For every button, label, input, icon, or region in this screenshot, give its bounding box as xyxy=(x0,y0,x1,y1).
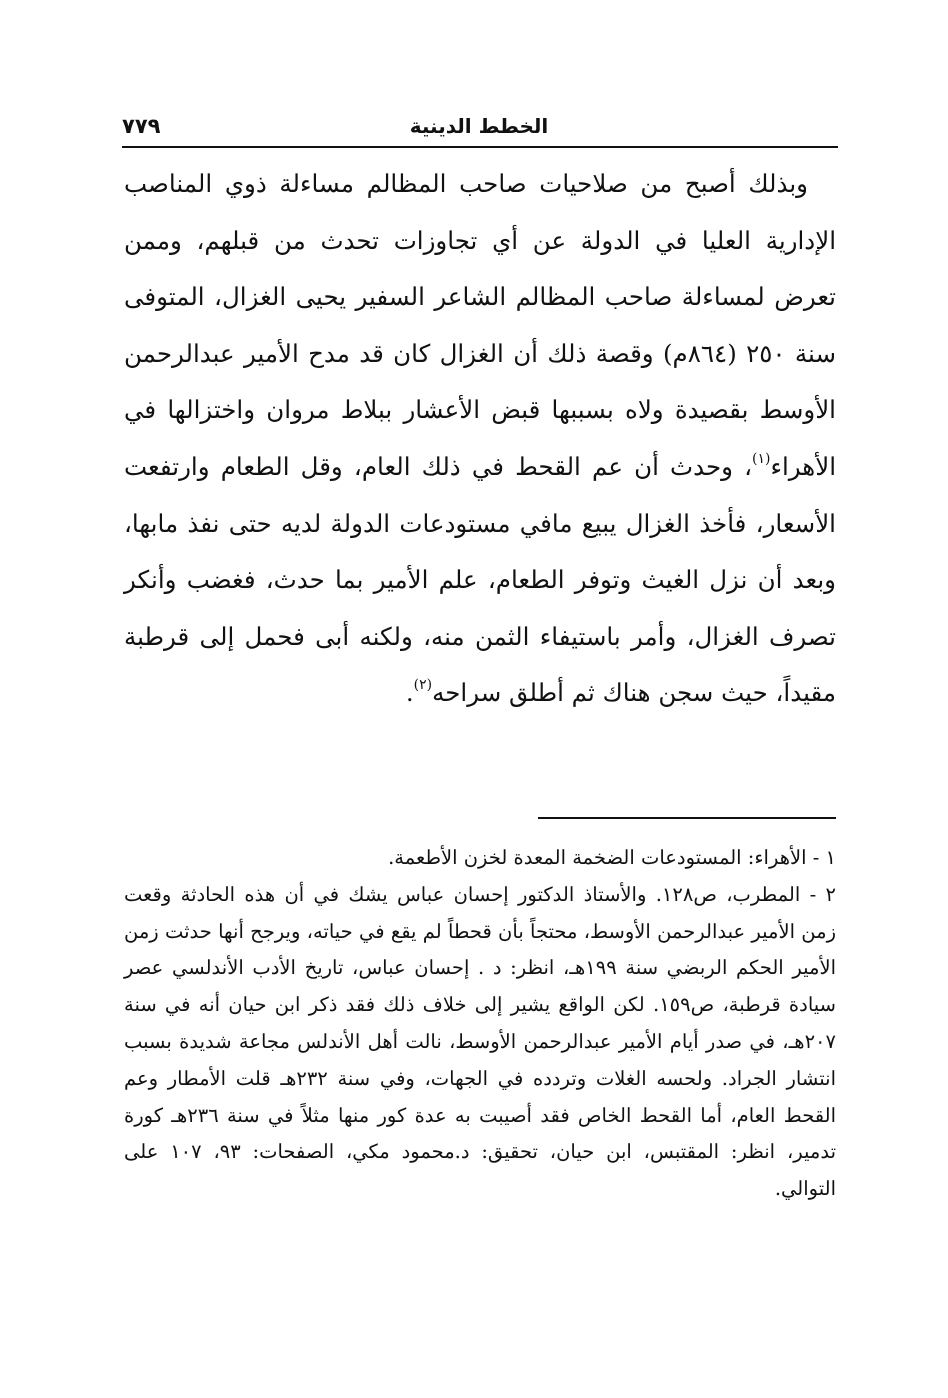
paragraph-text-part-2: ، وحدث أن عم القحط في ذلك العام، وقل الطعام وارتفعت الأسعار، فأخذ الغزال يبيع مافي مستودعات الدولة لديه حتى نفذ مابها، وبعد أن نزل الغيث وتوفر الطعام، علم الأمير بما حدث، فغضب وأنكر تصرف الغزال، وأمر باستيفاء الثمن منه، ولكنه أبى فحمل إلى قرطبة مقيداً، حيث سجن هناك ثم أطلق سراحه xyxy=(124,451,836,708)
footnote-1: ١ - الأهراء: المستودعات الضخمة المعدة لخزن الأطعمة. xyxy=(388,846,836,869)
footnote-marker-2: (٢) xyxy=(413,677,433,694)
footnote-2: ٢ - المطرب، ص١٢٨. والأستاذ الدكتور إحسان عباس يشك في أن هذه الحادثة وقعت زمن الأمير عبدالرحمن الأوسط، محتجاً بأن قحطاً لم يقع في حياته، ويرجح أنها حدثت زمن الأمير الحكم الربضي سنة ١٩٩هـ، انظر: د . إحسان عباس، تاريخ الأدب الأندلسي عصر سيادة قرطبة، ص١٥٩. لكن الواقع يشير إلى خلاف ذلك فقد ذكر ابن حيان أنه في سنة ٢٠٧هـ، في صدر أيام الأمير عبدالرحمن الأوسط، نالت أهل الأندلس مجاعة شديدة بسبب انتشار الجراد. ولحسه الغلات وتردده في الجهات، وفي سنة ٢٣٢هـ قلت الأمطار وعم القحط العام، أما القحط الخاص فقد أصيبت به عدة كور منها مثلاً في سنة ٢٣٦هـ كورة تدمير، انظر: المقتبس، ابن حيان، تحقيق: د.محمود مكي، الصفحات: ٩٣، ١٠٧ على التوالي. xyxy=(124,882,837,1201)
header-rule xyxy=(122,146,838,148)
footnote-separator xyxy=(538,817,836,819)
page-header xyxy=(122,108,836,148)
footnotes xyxy=(124,840,836,1208)
paragraph-text-part-1: وبذلك أصبح من صلاحيات صاحب المظالم مساءلة ذوي المناصب الإدارية العليا في الدولة عن أي تجاوزات تحدث من قبلهم، وممن تعرض لمساءلة صاحب المظالم الشاعر السفير يحيى الغزال، المتوفى سنة ٢٥٠ (٨٦٤م) وقصة ذلك أن الغزال كان قد مدح الأمير عبدالرحمن الأوسط بقصيدة ولاه بسببها قبض الأعشار ببلاط مروان واختزالها في الأهراء xyxy=(124,169,836,481)
main-paragraph xyxy=(124,156,836,722)
footnote-marker-1: (١) xyxy=(751,450,771,467)
main-text xyxy=(124,156,836,722)
paragraph-text-end: . xyxy=(405,678,414,708)
page-number: ٧٧٩ xyxy=(122,114,161,138)
running-title: الخطط الدينية xyxy=(409,114,549,138)
